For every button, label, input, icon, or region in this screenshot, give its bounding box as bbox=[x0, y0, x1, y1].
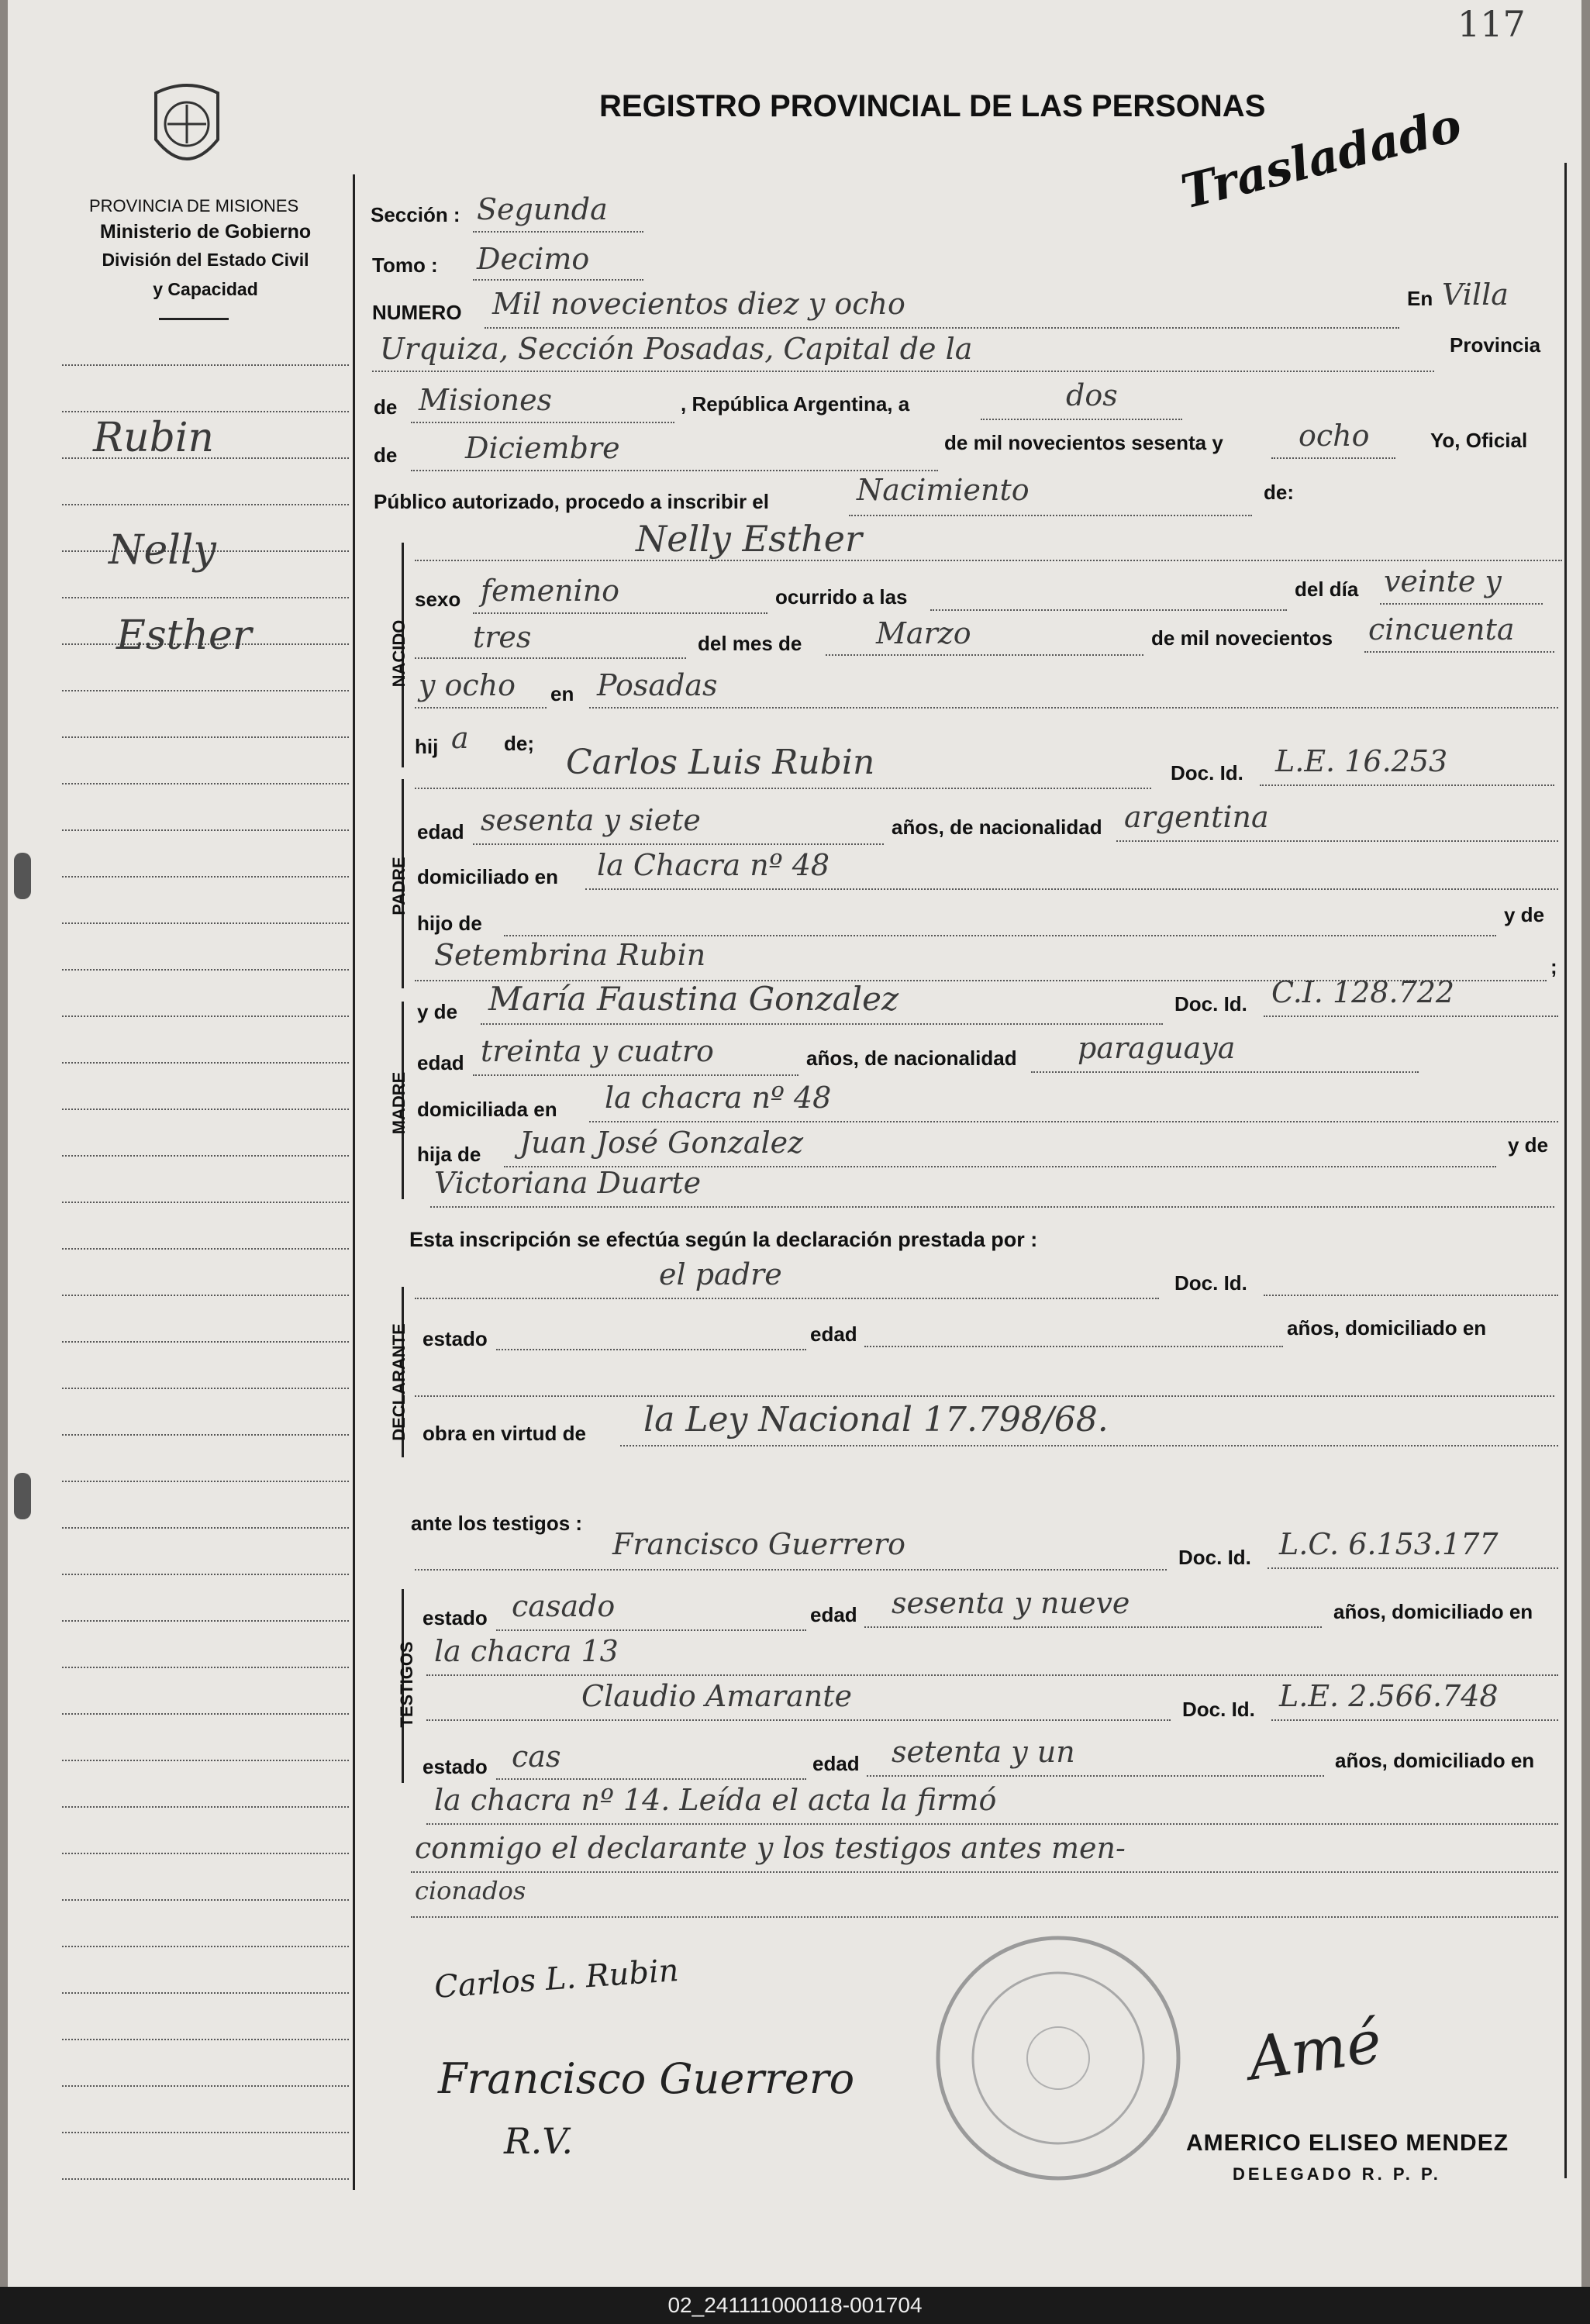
nacido-section-label: NACIDO bbox=[389, 619, 409, 688]
declarante-estado-label: estado bbox=[423, 1327, 488, 1350]
madre-nombre-line bbox=[481, 1023, 1163, 1025]
en-label: En bbox=[1407, 287, 1433, 310]
madre-nac-value: paraguaya bbox=[1078, 1031, 1236, 1065]
page-title: REGISTRO PROVINCIAL DE LAS PERSONAS bbox=[599, 89, 1266, 123]
footer-code: 02_241111000118-001704 bbox=[667, 2293, 923, 2317]
obra-value: la Ley Nacional 17.798/68. bbox=[643, 1400, 1109, 1440]
testigo2-estado-label: estado bbox=[423, 1755, 488, 1778]
declarante-value: el padre bbox=[659, 1257, 782, 1291]
mil-nov-sesenta-label: de mil novecientos sesenta y bbox=[944, 431, 1223, 454]
de-mil-nov-label: de mil novecientos bbox=[1151, 626, 1333, 650]
ocurrido-label: ocurrido a las bbox=[775, 585, 908, 609]
padre-dom-value: la Chacra nº 48 bbox=[597, 848, 830, 882]
madre-doc-line bbox=[1264, 1015, 1558, 1017]
inscripcion-label: Esta inscripción se efectúa según la declaración prestada por : bbox=[409, 1228, 1038, 1251]
testigo-signature: Francisco Guerrero bbox=[438, 2054, 855, 2103]
padre-doc-line bbox=[1260, 784, 1554, 786]
provincia-line bbox=[411, 422, 674, 423]
numero-label: NUMERO bbox=[372, 301, 462, 324]
dia-nac-line-2 bbox=[415, 657, 686, 659]
en2-label: en bbox=[550, 682, 574, 705]
padre-doc-value: L.E. 16.253 bbox=[1275, 744, 1448, 778]
nombre-value: Nelly Esther bbox=[636, 518, 863, 560]
dia-value: dos bbox=[1066, 378, 1118, 412]
tipo-line bbox=[849, 515, 1252, 516]
madre-y-de-2-label: y de bbox=[1508, 1133, 1549, 1157]
padre-section-label: PADRE bbox=[389, 857, 409, 915]
publico-label: Público autorizado, procedo a inscribir el bbox=[374, 490, 769, 513]
dia-line bbox=[981, 419, 1182, 420]
testigo1-estado-label: estado bbox=[423, 1606, 488, 1629]
madre-hija-de-label: hija de bbox=[417, 1143, 481, 1166]
declarante-doc-line bbox=[1264, 1295, 1558, 1296]
testigo2-doc-value: L.E. 2.566.748 bbox=[1279, 1679, 1499, 1713]
sexo-label: sexo bbox=[415, 588, 461, 611]
margin-divider bbox=[353, 174, 355, 2190]
madre-edad-value: treinta y cuatro bbox=[481, 1034, 714, 1068]
madre-dom-line bbox=[589, 1121, 1558, 1122]
padre-hijo-de-label: hijo de bbox=[417, 912, 482, 935]
madre-anios-nac-label: años, de nacionalidad bbox=[806, 1046, 1017, 1070]
hij-de-label: de; bbox=[504, 732, 534, 755]
ante-testigos-label: ante los testigos : bbox=[411, 1512, 583, 1535]
hij-suffix: a bbox=[451, 721, 469, 755]
tomo-label: Tomo : bbox=[372, 253, 438, 277]
testigo1-estado-line bbox=[496, 1629, 806, 1631]
padre-signature: Carlos L. Rubin bbox=[433, 1953, 680, 2005]
republica-label: , República Argentina, a bbox=[681, 392, 910, 415]
testigo1-nombre-value: Francisco Guerrero bbox=[612, 1527, 906, 1561]
mes-line bbox=[411, 470, 938, 471]
testigo1-doc-line bbox=[1268, 1567, 1558, 1569]
padre-nombre-line bbox=[415, 788, 1151, 789]
anio-nac-value-2: y ocho bbox=[419, 668, 516, 702]
declarante-edad-line bbox=[864, 1346, 1283, 1347]
nombre-line bbox=[415, 560, 1562, 561]
madre-madre-line bbox=[430, 1206, 1554, 1208]
ministry-label: Ministerio de Gobierno bbox=[99, 221, 312, 243]
del-dia-label: del día bbox=[1295, 578, 1359, 601]
official-role: DELEGADO R. P. P. bbox=[1233, 2164, 1441, 2184]
madre-y-de-label: y de bbox=[417, 1000, 458, 1023]
anio-value: ocho bbox=[1299, 419, 1370, 453]
division-label: División del Estado Civil bbox=[102, 250, 309, 270]
cierre-text-3: cionados bbox=[415, 1876, 526, 1905]
page-number: 117 bbox=[1457, 3, 1526, 45]
madre-madre-value: Victoriana Duarte bbox=[434, 1166, 702, 1200]
testigo1-doc-label: Doc. Id. bbox=[1178, 1546, 1251, 1569]
round-stamp-icon bbox=[930, 1930, 1186, 2186]
madre-hija-de-value: Juan José Gonzalez bbox=[519, 1126, 804, 1160]
padre-semicolon: ; bbox=[1550, 955, 1557, 978]
provincia-value: Misiones bbox=[419, 383, 553, 417]
madre-edad-line bbox=[473, 1074, 798, 1076]
padre-edad-label: edad bbox=[417, 820, 464, 843]
seccion-label: Sección : bbox=[371, 203, 460, 226]
anio-nac-line bbox=[1364, 651, 1554, 653]
padre-dom-line bbox=[585, 888, 1558, 890]
padre-doc-label: Doc. Id. bbox=[1171, 761, 1243, 784]
padre-y-de-label: y de bbox=[1504, 903, 1545, 926]
declarante-estado-line bbox=[496, 1349, 806, 1350]
hora-line bbox=[930, 609, 1287, 611]
testigo1-edad-value: sesenta y nueve bbox=[892, 1586, 1130, 1620]
padre-nombre-value: Carlos Luis Rubin bbox=[566, 743, 875, 782]
anio-line bbox=[1271, 457, 1395, 459]
seccion-value: Segunda bbox=[477, 192, 608, 226]
madre-dom-label: domiciliada en bbox=[417, 1098, 557, 1121]
capacidad-label: y Capacidad bbox=[153, 279, 258, 299]
coat-of-arms-icon bbox=[144, 78, 229, 178]
padre-hijo-de-line bbox=[504, 935, 1496, 936]
mes-value: Diciembre bbox=[465, 431, 620, 465]
sexo-line bbox=[473, 612, 767, 614]
hij-label: hij bbox=[415, 735, 439, 758]
tipo-value: Nacimiento bbox=[857, 473, 1030, 507]
cierre-line-1 bbox=[426, 1823, 1558, 1825]
padre-anios-nac-label: años, de nacionalidad bbox=[892, 815, 1102, 839]
testigo2-doc-label: Doc. Id. bbox=[1182, 1698, 1255, 1721]
sexo-value: femenino bbox=[481, 574, 620, 608]
padre-hijo-de-value: Setembrina Rubin bbox=[434, 938, 706, 972]
testigo1-edad-label: edad bbox=[810, 1603, 857, 1626]
declarante-section-label: DECLARANTE bbox=[389, 1323, 409, 1441]
padre-dom-label: domiciliado en bbox=[417, 865, 559, 888]
testigo2-nombre-line bbox=[426, 1719, 1171, 1721]
oficial-signature: Amé bbox=[1243, 2006, 1386, 2094]
madre-nac-line bbox=[1031, 1071, 1419, 1073]
obra-line bbox=[620, 1445, 1558, 1446]
cierre-line-3 bbox=[411, 1916, 1558, 1918]
cierre-text-2: conmigo el declarante y los testigos antes men- bbox=[415, 1831, 1126, 1865]
declarante-dom-line bbox=[415, 1395, 1554, 1397]
padre-edad-value: sesenta y siete bbox=[481, 803, 701, 837]
padre-nac-value: argentina bbox=[1124, 800, 1269, 834]
declarante-line bbox=[415, 1298, 1159, 1299]
lugar-nac-value: Posadas bbox=[597, 668, 718, 702]
testigo2-edad-label: edad bbox=[812, 1752, 860, 1775]
de-label: de bbox=[374, 395, 398, 419]
numero-line bbox=[485, 327, 1399, 329]
testigo1-edad-line bbox=[864, 1626, 1322, 1628]
footer-bar bbox=[0, 2287, 1590, 2324]
declarante-doc-label: Doc. Id. bbox=[1174, 1271, 1247, 1295]
official-name: AMERICO ELISEO MENDEZ bbox=[1186, 2130, 1509, 2156]
de3-label: de: bbox=[1264, 481, 1294, 504]
margin-note-first-name: Nelly bbox=[109, 527, 216, 574]
header-divider bbox=[159, 318, 229, 320]
padre-edad-line bbox=[473, 843, 884, 845]
madre-edad-label: edad bbox=[417, 1051, 464, 1074]
madre-doc-label: Doc. Id. bbox=[1174, 992, 1247, 1015]
madre-doc-value: C.I. 128.722 bbox=[1271, 975, 1455, 1009]
seccion-line bbox=[473, 231, 643, 233]
en-value: Villa bbox=[1442, 278, 1509, 312]
binding-hole bbox=[14, 853, 31, 899]
yo-oficial-label: Yo, Oficial bbox=[1430, 429, 1528, 452]
lugar-value: Urquiza, Sección Posadas, Capital de la bbox=[380, 332, 973, 366]
margin-note-surname: Rubin bbox=[93, 415, 215, 461]
tomo-line bbox=[473, 279, 643, 281]
cierre-text-1: la chacra nº 14. Leída el acta la firmó bbox=[434, 1783, 997, 1817]
margin-note-second-name: Esther bbox=[116, 612, 252, 659]
dia-nac-value-1: veinte y bbox=[1384, 564, 1502, 598]
testigo2-anios-dom-label: años, domiciliado en bbox=[1335, 1749, 1535, 1772]
padre-nac-line bbox=[1116, 840, 1558, 842]
testigo1-nombre-line bbox=[415, 1569, 1167, 1571]
del-mes-label: del mes de bbox=[698, 632, 802, 655]
dia-nac-line bbox=[1380, 603, 1543, 605]
mes-nac-value: Marzo bbox=[876, 616, 971, 650]
testigo2-edad-value: setenta y un bbox=[892, 1735, 1075, 1769]
testigo2-estado-value: cas bbox=[512, 1740, 561, 1774]
testigo1-doc-value: L.C. 6.153.177 bbox=[1279, 1527, 1499, 1561]
madre-dom-value: la chacra nº 48 bbox=[605, 1081, 832, 1115]
madre-nombre-value: María Faustina Gonzalez bbox=[488, 980, 899, 1018]
de2-label: de bbox=[374, 443, 398, 467]
cierre-line-2 bbox=[411, 1871, 1558, 1873]
province-label: PROVINCIA DE MISIONES bbox=[89, 196, 299, 216]
right-border bbox=[1564, 163, 1567, 2178]
declarante-anios-dom-label: años, domiciliado en bbox=[1287, 1316, 1487, 1340]
testigos-section-label: TESTIGOS bbox=[397, 1641, 416, 1728]
testigo2-edad-line bbox=[867, 1775, 1324, 1777]
testigo1-dom-line bbox=[426, 1674, 1558, 1676]
anio-nac-value-1: cincuenta bbox=[1368, 612, 1515, 647]
tomo-value: Decimo bbox=[477, 242, 590, 276]
provincia-label: Provincia bbox=[1450, 333, 1541, 357]
lugar-line bbox=[372, 371, 1434, 372]
lugar-nac-line bbox=[589, 707, 1558, 709]
binding-hole bbox=[14, 1473, 31, 1519]
dia-nac-value-2: tres bbox=[473, 620, 532, 654]
testigo2-estado-line bbox=[496, 1778, 806, 1780]
declarante-edad-label: edad bbox=[810, 1322, 857, 1346]
testigo2-nombre-value: Claudio Amarante bbox=[581, 1679, 852, 1713]
testigo1-estado-value: casado bbox=[512, 1589, 616, 1623]
marca-signature: R.V. bbox=[504, 2120, 574, 2162]
numero-value: Mil novecientos diez y ocho bbox=[492, 287, 905, 321]
testigo1-dom-value: la chacra 13 bbox=[434, 1634, 619, 1668]
anio-nac-line-2 bbox=[415, 707, 547, 709]
register-page bbox=[8, 0, 1581, 2287]
testigo1-anios-dom-label: años, domiciliado en bbox=[1333, 1600, 1533, 1623]
obra-label: obra en virtud de bbox=[423, 1422, 586, 1445]
testigo2-doc-line bbox=[1271, 1719, 1558, 1721]
mes-nac-line bbox=[826, 654, 1143, 656]
trasladado-stamp: Trasladado bbox=[1176, 98, 1468, 220]
madre-section-label: MADRE bbox=[389, 1071, 409, 1135]
